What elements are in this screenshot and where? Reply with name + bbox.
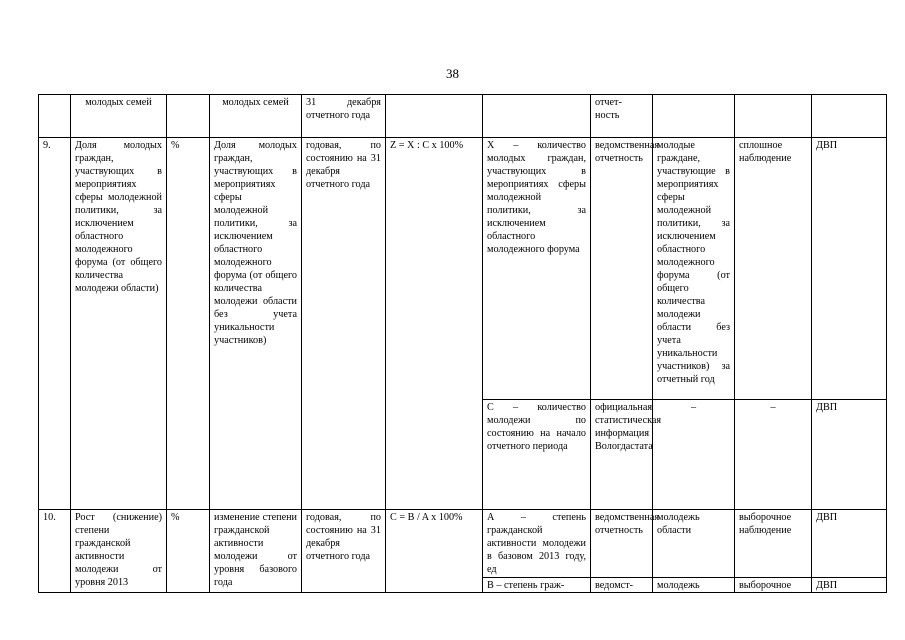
cell-indicator-name: молодых семей xyxy=(71,95,167,138)
cell-number: 10. xyxy=(39,510,71,593)
cell-method: – xyxy=(735,400,812,510)
cell-basic-indicators: X – количество молодых граждан, участвующих в мероприятиях сферы молодежной политики, за исключением областного молодежного форума xyxy=(483,138,591,400)
cell-data-source: ведомственная отчетность xyxy=(591,138,653,400)
cell-formula: C = B / A x 100% xyxy=(386,510,483,593)
cell-observation-unit xyxy=(653,95,735,138)
cell-unit xyxy=(167,95,210,138)
cell-method xyxy=(735,95,812,138)
cell-indicator-name: Доля молодых граждан, участвующих в мероприятиях сферы молодежной политики, за исключением областного молодежного форума (от общего количества молодежи области) xyxy=(71,138,167,510)
table-row xyxy=(39,138,887,400)
cell-method: выборочное наблюдение xyxy=(735,510,812,578)
cell-periodicity: 31 декабря отчетного года xyxy=(302,95,386,138)
cell-data-source: ведомст- xyxy=(591,578,653,593)
indicator-table xyxy=(38,94,887,593)
cell-data-source: отчет- ность xyxy=(591,95,653,138)
cell-observation-unit: молодежь xyxy=(653,578,735,593)
cell-method: сплошное наблюдение xyxy=(735,138,812,400)
cell-responsible: ДВП xyxy=(812,400,887,510)
cell-number xyxy=(39,95,71,138)
cell-basic-indicators: А – степень гражданской активности молодежи в базовом 2013 году, ед xyxy=(483,510,591,578)
table-row xyxy=(39,95,887,138)
cell-unit: % xyxy=(167,138,210,510)
cell-observation-unit: молодые граждане, участвующие в мероприятиях сферы молодежной политики, за исключением областного молодежного форума (от общего количества молодежи области без учета уникальности участников) за отчетный год xyxy=(653,138,735,400)
cell-responsible: ДВП xyxy=(812,138,887,400)
cell-observation-unit: – xyxy=(653,400,735,510)
cell-definition: изменение степени гражданской активности молодежи от уровня базового года xyxy=(210,510,302,593)
cell-basic-indicators: С – количество молодежи по состоянию на начало отчетного периода xyxy=(483,400,591,510)
cell-data-source: ведомственная отчетность xyxy=(591,510,653,578)
cell-formula: Z = X : C x 100% xyxy=(386,138,483,510)
cell-number: 9. xyxy=(39,138,71,510)
cell-unit: % xyxy=(167,510,210,593)
cell-basic-indicators: B – степень граж- xyxy=(483,578,591,593)
cell-responsible: ДВП xyxy=(812,510,887,578)
cell-responsible: ДВП xyxy=(812,578,887,593)
cell-method: выборочное xyxy=(735,578,812,593)
cell-definition: Доля молодых граждан, участвующих в мероприятиях сферы молодежной политики, за исключением областного молодежного форума (от общего количества молодежи области без учета уникальности участников) xyxy=(210,138,302,510)
table-row xyxy=(39,510,887,578)
cell-observation-unit: молодежь области xyxy=(653,510,735,578)
cell-periodicity: годовая, по состоянию на 31 декабря отчетного года xyxy=(302,510,386,593)
cell-periodicity: годовая, по состоянию на 31 декабря отчетного года xyxy=(302,138,386,510)
cell-definition: молодых семей xyxy=(210,95,302,138)
cell-formula xyxy=(386,95,483,138)
cell-responsible xyxy=(812,95,887,138)
cell-basic-indicators xyxy=(483,95,591,138)
page-number: 38 xyxy=(446,66,459,81)
cell-data-source: официальная статистическая информация Вологдастата xyxy=(591,400,653,510)
cell-indicator-name: Рост (снижение) степени гражданской активности молодежи от уровня 2013 xyxy=(71,510,167,593)
